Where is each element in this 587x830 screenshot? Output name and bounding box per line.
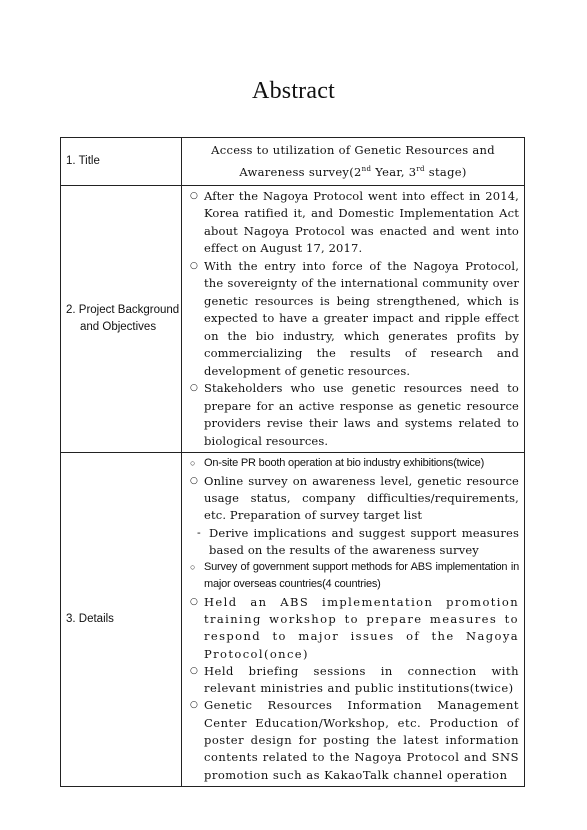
table-row-title — [61, 138, 525, 186]
list-item: - Derive implications and suggest support measures based on the results of the awareness survey — [197, 525, 519, 557]
circle-bullet-icon: ○ — [190, 458, 196, 469]
label-line: 3. Details — [66, 613, 114, 626]
label-line: 1. Title — [66, 154, 100, 167]
row-label-details — [61, 453, 182, 787]
circle-bullet-icon: ○ — [190, 665, 199, 676]
label-line: and Objectives — [80, 321, 157, 334]
list-item: ○ Genetic Resources Information Management Center Education/Workshop, etc. Production of poster design for posting the latest information contents related to the Nagoya Protocol and SNS promotion such as KakaoTalk channel operation — [190, 698, 519, 782]
table-row-details — [61, 453, 525, 787]
project-title-line-2: Awareness survey(2nd Year, 3rd stage) — [239, 164, 467, 179]
list-item: ○ After the Nagoya Protocol went into effect in 2014, Korea ratified it, and Domestic Implementation Act about Nagoya Protocol was enacted and went into effect on August 17, 2017. — [190, 188, 519, 256]
circle-bullet-icon: ○ — [190, 700, 199, 711]
table-row-background — [61, 185, 525, 453]
background-content-cell — [182, 185, 525, 453]
page-title: Abstract — [252, 78, 335, 104]
abstract-table — [60, 137, 525, 787]
circle-bullet-icon: ○ — [190, 596, 200, 607]
circle-bullet-icon: ○ — [190, 475, 199, 486]
list-item: ○ Stakeholders who use genetic resources need to prepare for an active response as genetic resource providers revise their laws and systems related to biological resources. — [190, 381, 519, 448]
circle-bullet-icon: ○ — [190, 562, 196, 573]
circle-bullet-icon: ○ — [190, 383, 199, 394]
row-label-background — [61, 185, 182, 453]
details-content-cell — [182, 453, 525, 787]
list-item: ○ With the entry into force of the Nagoya Protocol, the sovereignty of the international community over genetic resources is being strengthened, which is expected to have a greater impact and ripple effect on the bio industry, which generates profits by commercializing the results of research and development of genetic resources. — [190, 258, 519, 378]
circle-bullet-icon: ○ — [190, 190, 199, 201]
list-item: ○ On-site PR booth operation at bio industry exhibitions(twice) — [187, 455, 519, 472]
project-title-line-1: Access to utilization of Genetic Resources and — [211, 143, 495, 157]
list-item: ○ Held briefing sessions in connection with relevant ministries and public institutions(twice) — [190, 663, 519, 696]
row-label-title — [61, 138, 182, 186]
list-item: ○ Online survey on awareness level, genetic resource usage status, company difficulties/requirements, etc. Preparation of survey target list — [190, 473, 519, 523]
project-title-cell — [182, 138, 525, 186]
dash-bullet-icon: - — [197, 525, 201, 539]
circle-bullet-icon: ○ — [190, 260, 199, 271]
list-item: ○ Survey of government support methods for ABS implementation in major overseas countries(4 countries) — [190, 561, 519, 591]
list-item: ○ Held an ABS implementation promotion training workshop to prepare measures to respond to major issues of the Nagoya Protocol(once) — [190, 594, 519, 661]
label-line: 2. Project Background — [66, 304, 180, 317]
